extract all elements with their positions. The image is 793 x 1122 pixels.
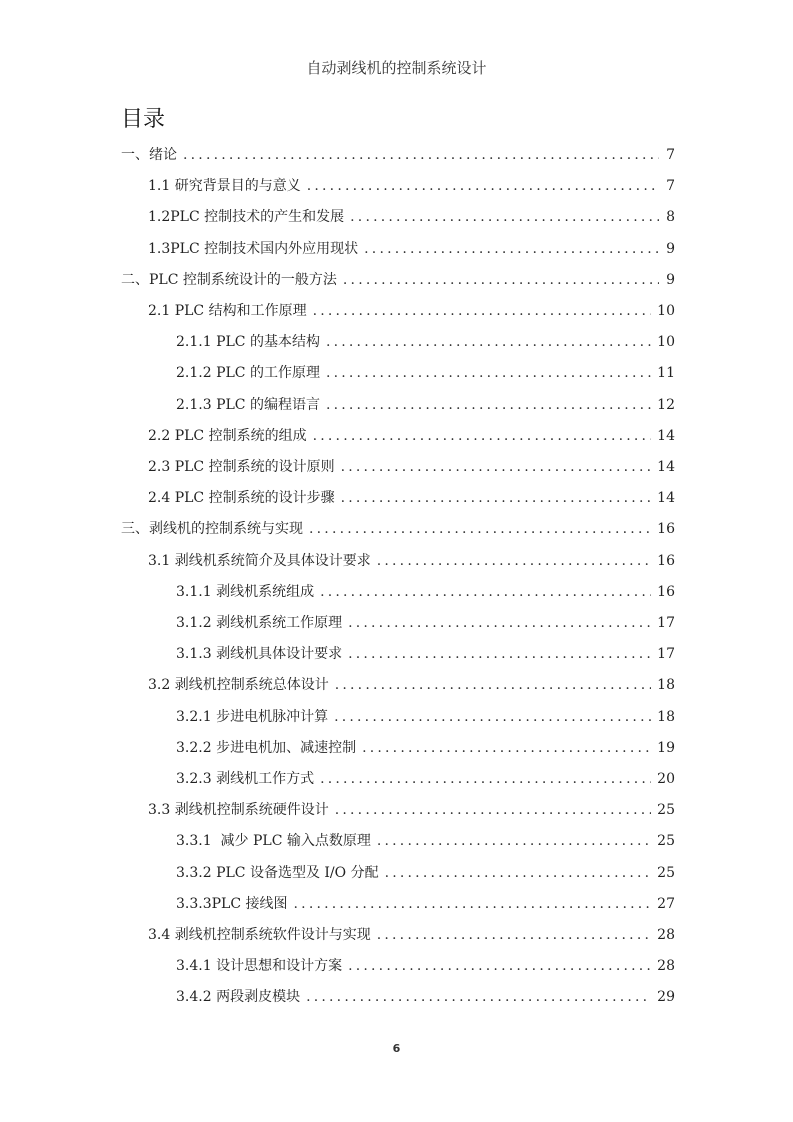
toc-entry[interactable]: [148, 171, 675, 202]
toc-entry-title: 一、绪论: [121, 147, 177, 163]
toc-entry-page: 29: [657, 989, 675, 1006]
toc-entry[interactable]: [148, 546, 675, 577]
toc-dot-leader: [309, 514, 651, 545]
toc-entry-title: 3.2.3 剥线机工作方式: [176, 771, 315, 787]
toc-entry[interactable]: [148, 795, 675, 826]
toc-entry-title: 3.2 剥线机控制系统总体设计: [148, 677, 329, 694]
toc-entry[interactable]: [176, 358, 675, 389]
toc-dot-leader: [326, 327, 651, 358]
toc-entry-title: 3.3 剥线机控制系统硬件设计: [148, 802, 329, 819]
toc-entry-page: 14: [657, 490, 675, 507]
toc-dot-leader: [335, 670, 651, 701]
toc-entry-title: 三、剥线机的控制系统与实现: [121, 521, 303, 538]
toc-entry[interactable]: [148, 920, 675, 951]
toc-entry-page: 17: [657, 646, 675, 663]
toc-entry-page: 9: [666, 271, 675, 288]
toc-entry-title: 3.2.1 步进电机脉冲计算: [176, 708, 329, 725]
toc-entry-page: 16: [657, 521, 675, 538]
page-number: 6: [392, 1042, 401, 1055]
toc-entry-title: 2.1.3 PLC 的编程语言: [176, 396, 320, 413]
toc-entry[interactable]: [148, 234, 675, 265]
toc-entry[interactable]: [121, 140, 675, 171]
toc-dot-leader: [348, 951, 651, 982]
toc-entry-page: 25: [657, 864, 675, 881]
toc-entry-title: 3.1.3 剥线机具体设计要求: [176, 646, 343, 663]
toc-dot-leader: [348, 608, 651, 639]
toc-entry-page: 7: [666, 178, 675, 195]
toc-entry[interactable]: [176, 577, 675, 608]
toc-entry[interactable]: [176, 608, 675, 639]
toc-entry[interactable]: [176, 327, 675, 358]
toc-entry[interactable]: [176, 951, 675, 982]
toc-dot-leader: [362, 733, 651, 764]
toc-entry-page: 14: [657, 427, 675, 444]
toc-entry[interactable]: [176, 390, 675, 421]
toc-entry-page: 18: [657, 708, 675, 725]
toc-entry-title: 2.1.2 PLC 的工作原理: [176, 365, 320, 382]
toc-entry-page: 10: [657, 303, 675, 319]
toc-entry-page: 16: [657, 552, 675, 569]
toc-entry-title: 2.1.1 PLC 的基本结构: [176, 334, 320, 351]
toc-entry-title: 3.4 剥线机控制系统软件设计与实现: [148, 927, 371, 943]
toc-entry-page: 19: [657, 739, 675, 756]
toc-entry-page: 11: [657, 365, 675, 382]
toc-entry-page: 28: [657, 958, 675, 975]
toc-dot-leader: [364, 234, 659, 265]
toc-entry[interactable]: [148, 296, 675, 327]
toc-entry-page: 8: [666, 209, 675, 226]
toc-dot-leader: [385, 858, 652, 889]
toc-entry[interactable]: [148, 452, 675, 483]
toc-dot-leader: [343, 265, 659, 296]
toc-entry[interactable]: [176, 889, 675, 920]
toc-entry[interactable]: [176, 702, 675, 733]
toc-dot-leader: [326, 358, 651, 389]
toc-entry-title: 2.1 PLC 结构和工作原理: [148, 303, 307, 319]
toc-entry-page: 25: [657, 833, 675, 850]
toc-entry-title: 1.1 研究背景目的与意义: [148, 178, 301, 195]
toc-entry-title: 3.1.2 剥线机系统工作原理: [176, 615, 343, 631]
toc-entry[interactable]: [176, 826, 675, 857]
toc-dot-leader: [377, 546, 651, 577]
toc-entry-page: 27: [657, 895, 675, 912]
toc-entry-title: 2.3 PLC 控制系统的设计原则: [148, 459, 335, 475]
toc-entry-title: 3.2.2 步进电机加、减速控制: [176, 739, 357, 756]
toc-entry-title: 1.2PLC 控制技术的产生和发展: [148, 209, 345, 226]
toc-dot-leader: [183, 140, 659, 171]
toc-entry[interactable]: [176, 733, 675, 764]
toc-entry-title: 3.3.3PLC 接线图: [176, 895, 288, 912]
toc-entry-page: 18: [657, 677, 675, 694]
toc-dot-leader: [377, 920, 651, 951]
toc-entry-title: 2.2 PLC 控制系统的组成: [148, 427, 307, 444]
toc-entry[interactable]: [148, 202, 675, 233]
toc-dot-leader: [377, 826, 651, 857]
toc-entry[interactable]: [148, 421, 675, 452]
toc-dot-leader: [335, 795, 651, 826]
toc-entry-title: 3.1.1 剥线机系统组成: [176, 583, 315, 600]
toc-entry-title: 二、PLC 控制系统设计的一般方法: [121, 271, 337, 288]
toc-dot-leader: [326, 390, 651, 421]
toc-entry[interactable]: [121, 514, 675, 545]
toc-dot-leader: [306, 982, 651, 1013]
toc-entry-page: 16: [657, 583, 675, 600]
toc-entry-page: 14: [657, 459, 675, 475]
toc-entry[interactable]: [176, 982, 675, 1013]
toc-dot-leader: [348, 639, 651, 670]
toc-entry-page: 25: [657, 802, 675, 819]
toc-dot-leader: [307, 171, 659, 202]
toc-entry-title: 3.3.1 减少 PLC 输入点数原理: [176, 833, 371, 850]
toc-dot-leader: [350, 202, 659, 233]
toc-dot-leader: [341, 452, 652, 483]
toc-entry-title: 3.3.2 PLC 设备选型及 I/O 分配: [176, 864, 379, 881]
toc-entry-title: 2.4 PLC 控制系统的设计步骤: [148, 490, 335, 507]
toc-entry-page: 9: [666, 240, 675, 257]
toc-entry-page: 10: [657, 334, 675, 351]
toc-entry-title: 3.4.2 两段剥皮模块: [176, 989, 301, 1006]
toc-title: 目录: [121, 107, 166, 132]
toc-entry[interactable]: [176, 858, 675, 889]
toc-entry-title: 3.4.1 设计思想和设计方案: [176, 958, 343, 975]
toc-dot-leader: [320, 764, 651, 795]
toc-dot-leader: [334, 702, 651, 733]
toc-dot-leader: [294, 889, 652, 920]
toc-dot-leader: [313, 296, 652, 327]
toc-entry-page: 17: [657, 615, 675, 631]
document-running-header: 自动剥线机的控制系统设计: [306, 59, 487, 77]
toc-entry-title: 3.1 剥线机系统简介及具体设计要求: [148, 552, 371, 569]
toc-entry[interactable]: [148, 483, 675, 514]
toc-entry[interactable]: [148, 670, 675, 701]
toc-dot-leader: [313, 421, 652, 452]
toc-dot-leader: [341, 483, 652, 514]
toc-entry-page: 20: [657, 771, 675, 787]
toc-entry-page: 12: [657, 396, 675, 413]
toc-entry-title: 1.3PLC 控制技术国内外应用现状: [148, 240, 359, 257]
toc-entry[interactable]: [176, 639, 675, 670]
toc-entry[interactable]: [121, 265, 675, 296]
toc-entry-page: 7: [666, 147, 675, 163]
toc-entry-page: 28: [657, 927, 675, 943]
toc-dot-leader: [320, 577, 651, 608]
toc-entry[interactable]: [176, 764, 675, 795]
